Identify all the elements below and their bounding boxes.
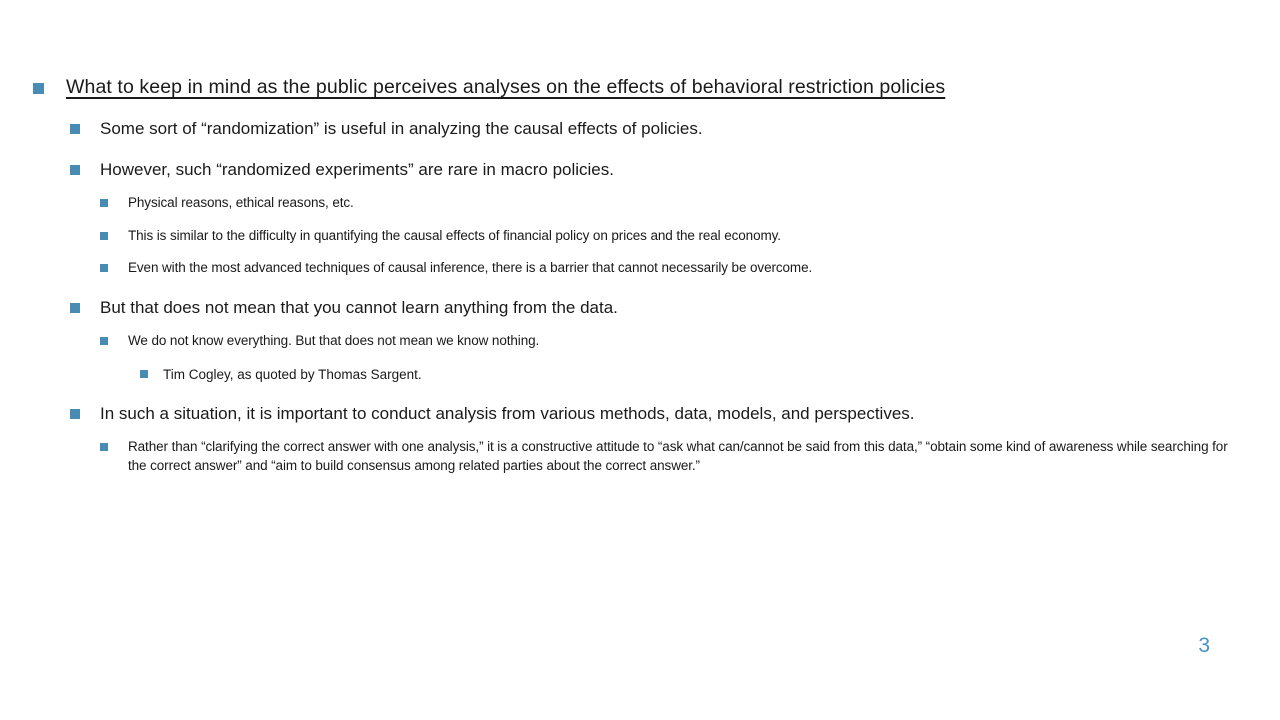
- bullet-square-icon: [100, 199, 108, 207]
- bullet-item-tim-cogley: [140, 366, 1240, 384]
- bullet-square-icon: [70, 409, 80, 419]
- bullet-item-randomization: [70, 119, 1240, 139]
- bullet-text: Some sort of “randomization” is useful in analyzing the causal effects of policies.: [100, 119, 703, 139]
- bullet-item-financial-policy: [100, 227, 1240, 246]
- bullet-square-icon: [100, 337, 108, 345]
- bullet-text: Tim Cogley, as quoted by Thomas Sargent.: [163, 367, 422, 383]
- bullet-item-know-nothing: [100, 332, 1240, 351]
- bullet-item-randomized-experiments: [70, 160, 1240, 180]
- bullet-text: However, such “randomized experiments” are rare in macro policies.: [100, 159, 614, 179]
- bullet-item-various-methods: [70, 404, 1240, 424]
- bullet-square-icon: [70, 124, 80, 134]
- bullet-text: Rather than “clarifying the correct answer with one analysis,” it is a constructive attitude to “ask what can/cannot be said from this data,” “obtain some kind of awareness while searching for the correct answer” and “aim to build consensus among related parties about the correct answer.”: [128, 439, 1228, 474]
- bullet-square-icon: [70, 165, 80, 175]
- bullet-text: Physical reasons, ethical reasons, etc.: [128, 195, 354, 211]
- bullet-text: In such a situation, it is important to conduct analysis from various methods, data, models, and perspectives.: [100, 404, 915, 424]
- bullet-item-learn-from-data: [70, 298, 1240, 318]
- bullet-square-icon: [140, 370, 148, 378]
- page-number: 3: [1198, 634, 1210, 657]
- bullet-item-constructive-attitude: [100, 438, 1240, 475]
- bullet-square-icon: [100, 264, 108, 272]
- bullet-square-icon: [70, 303, 80, 313]
- bullet-square-icon: [100, 443, 108, 451]
- slide-title-row: [33, 76, 1240, 99]
- page-title: What to keep in mind as the public perceives analyses on the effects of behavioral restriction policies: [66, 76, 946, 98]
- bullet-square-icon: [100, 232, 108, 240]
- bullet-text: We do not know everything. But that does not mean we know nothing.: [128, 333, 540, 349]
- bullet-text: But that does not mean that you cannot learn anything from the data.: [100, 298, 618, 318]
- bullet-item-physical-reasons: [100, 194, 1240, 213]
- bullet-square-icon: [33, 83, 44, 94]
- bullet-text: This is similar to the difficulty in quantifying the causal effects of financial policy on prices and the real economy.: [128, 227, 781, 243]
- bullet-text: Even with the most advanced techniques of causal inference, there is a barrier that cannot necessarily be overcome.: [128, 260, 813, 276]
- bullet-item-causal-inference: [100, 259, 1240, 278]
